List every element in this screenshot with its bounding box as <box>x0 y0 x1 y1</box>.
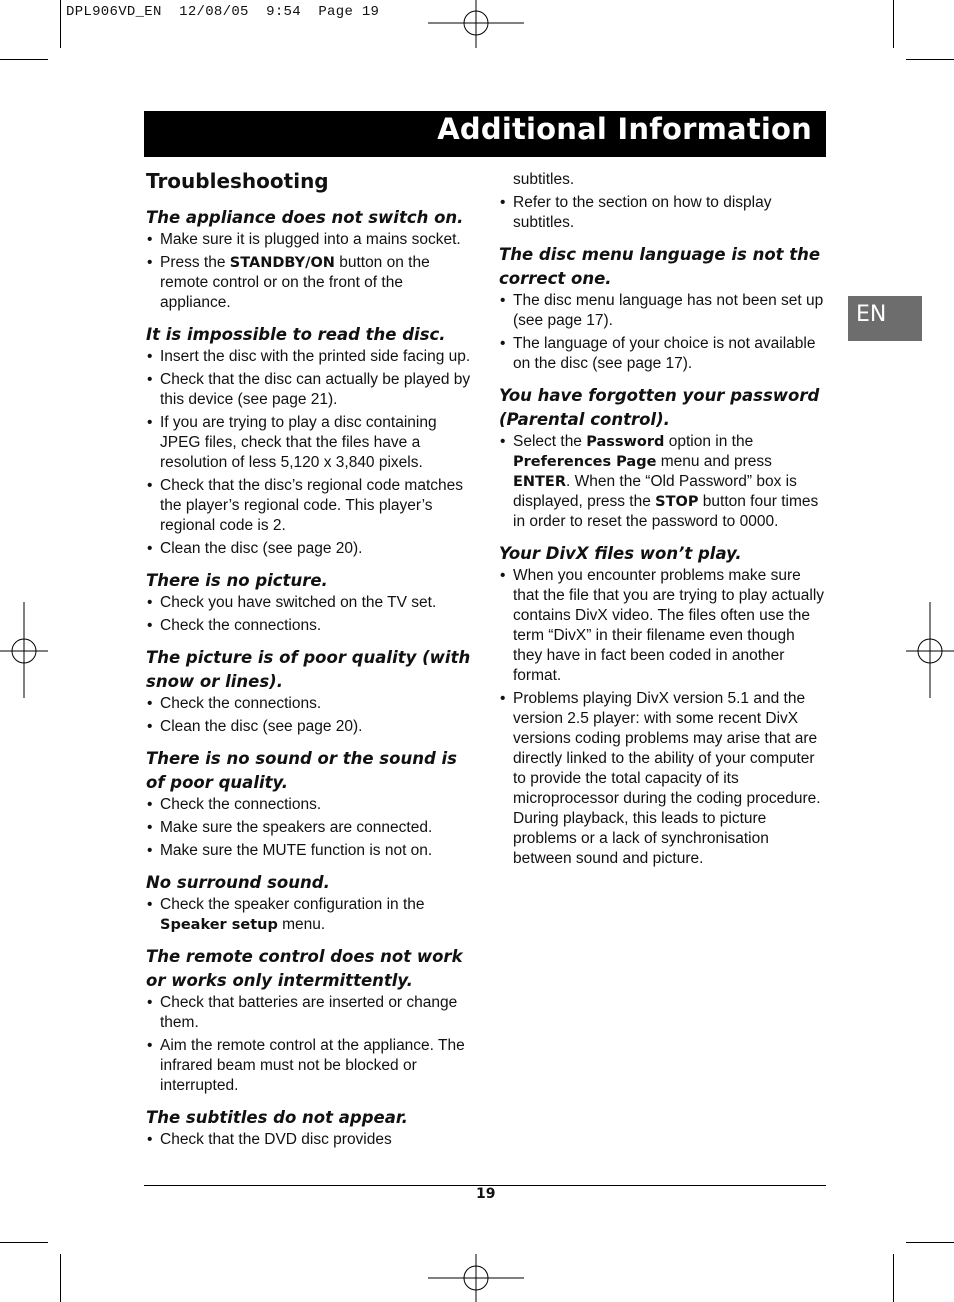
crop-mark <box>0 1242 48 1243</box>
crop-mark <box>906 59 954 60</box>
solution-item: • Press the STANDBY/ON button on the remote control or on the front of the appliance. <box>146 253 476 313</box>
crop-mark <box>60 0 61 48</box>
solution-item: • Clean the disc (see page 20). <box>146 717 476 737</box>
solution-item: • Check that the disc’s regional code matches the player’s regional code. This player’s regional code is 2. <box>146 476 476 536</box>
solution-list <box>499 432 825 532</box>
solution-list <box>499 291 825 374</box>
language-tab <box>848 296 922 341</box>
solution-item: • Check the speaker configuration in the Speaker setup menu. <box>146 895 476 935</box>
solution-list <box>146 230 476 313</box>
troubleshooting-entry <box>499 542 825 869</box>
troubleshooting-entry <box>146 646 476 737</box>
troubleshooting-entry <box>146 747 476 861</box>
problem-heading: The remote control does not work or works only intermittently. <box>146 947 463 990</box>
solution-item: • Check that batteries are inserted or change them. <box>146 993 476 1033</box>
solution-item: • If you are trying to play a disc containing JPEG files, check that the files have a resolution of less 5,120 x 3,840 pixels. <box>146 413 476 473</box>
problem-heading: The picture is of poor quality (with snow or lines). <box>146 648 471 691</box>
troubleshooting-entry <box>499 193 825 233</box>
crop-mark <box>0 59 48 60</box>
crop-mark <box>60 1254 61 1302</box>
troubleshooting-entry <box>146 323 476 559</box>
solution-item: • Aim the remote control at the appliance. The infrared beam must not be blocked or interrupted. <box>146 1036 476 1096</box>
keyword: Password <box>586 434 665 450</box>
solution-item: • Check the connections. <box>146 694 476 714</box>
list-item-continuation: subtitles. <box>513 171 575 188</box>
solution-item: • Make sure it is plugged into a mains socket. <box>146 230 476 250</box>
troubleshooting-entry <box>146 206 476 313</box>
troubleshooting-entry <box>146 871 476 935</box>
continued-list <box>499 170 825 190</box>
language-label: EN <box>856 302 887 327</box>
solution-item: • Check that the DVD disc provides <box>146 1130 476 1150</box>
solution-item: • Check you have switched on the TV set. <box>146 593 476 613</box>
solution-item: • Problems playing DivX version 5.1 and the version 2.5 player: with some recent DivX versions coding problems may arise that are directly linked to the ability of your computer to provide the total capacity of its microprocessor during the coding procedure. During playback, this leads to picture problems or a lack of synchronisation between sound and picture. <box>499 689 825 869</box>
solution-list <box>146 795 476 861</box>
solution-list <box>146 993 476 1096</box>
solution-item: • The language of your choice is not available on the disc (see page 17). <box>499 334 825 374</box>
solution-list <box>499 566 825 869</box>
page-number: 19 <box>476 1186 496 1202</box>
right-questions <box>499 193 825 869</box>
print-slug: DPL906VD_EN 12/08/05 9:54 Page 19 <box>66 4 380 20</box>
registration-mark-right <box>906 602 954 698</box>
crop-mark <box>893 0 894 48</box>
problem-heading: It is impossible to read the disc. <box>146 325 446 344</box>
solution-item: • Refer to the section on how to display subtitles. <box>499 193 825 233</box>
keyword: ENTER <box>513 474 567 490</box>
left-column <box>146 166 476 1160</box>
crop-mark <box>893 1254 894 1302</box>
solution-item: • Insert the disc with the printed side facing up. <box>146 347 476 367</box>
solution-list <box>146 694 476 737</box>
registration-mark-left <box>0 602 48 698</box>
solution-item: • Check the connections. <box>146 795 476 815</box>
crop-mark <box>906 1242 954 1243</box>
right-column <box>499 170 825 879</box>
keyword: Speaker setup <box>160 917 278 933</box>
problem-heading: Your DivX files won’t play. <box>499 544 742 563</box>
header-bar <box>144 111 826 157</box>
solution-list <box>146 895 476 935</box>
problem-heading: The subtitles do not appear. <box>146 1108 408 1127</box>
problem-heading: No surround sound. <box>146 873 330 892</box>
solution-item: • Check that the disc can actually be played by this device (see page 21). <box>146 370 476 410</box>
keyword: STANDBY/ON <box>229 255 335 271</box>
solution-list <box>146 347 476 559</box>
problem-heading: There is no picture. <box>146 571 328 590</box>
troubleshooting-entry <box>146 1106 476 1150</box>
solution-item: • Select the Password option in the Preferences Page menu and press ENTER. When the “Old Password” box is displayed, press the STOP button four times in order to reset the password to 0000. <box>499 432 825 532</box>
left-questions <box>146 206 476 1150</box>
registration-mark-bottom <box>428 1254 524 1302</box>
solution-item: • When you encounter problems make sure that the file that you are trying to play actually contains DivX video. The files often use the term “DivX” in their filename even though they have in fact been coded in another format. <box>499 566 825 686</box>
keyword: STOP <box>655 494 699 510</box>
troubleshooting-entry <box>499 384 825 532</box>
solution-item: • Make sure the MUTE function is not on. <box>146 841 476 861</box>
solution-item: • Make sure the speakers are connected. <box>146 818 476 838</box>
troubleshooting-entry <box>146 945 476 1096</box>
problem-heading: You have forgotten your password (Parental control). <box>499 386 820 429</box>
troubleshooting-entry <box>499 243 825 374</box>
problem-heading: The disc menu language is not the correct one. <box>499 245 821 288</box>
keyword: Preferences Page <box>513 454 657 470</box>
problem-heading: The appliance does not switch on. <box>146 208 464 227</box>
solution-list <box>146 593 476 636</box>
solution-item: • Clean the disc (see page 20). <box>146 539 476 559</box>
registration-mark-top <box>428 0 524 48</box>
troubleshooting-entry <box>146 569 476 636</box>
solution-list <box>146 1130 476 1150</box>
solution-item: • Check the connections. <box>146 616 476 636</box>
solution-list <box>499 193 825 233</box>
solution-item: • The disc menu language has not been set up (see page 17). <box>499 291 825 331</box>
problem-heading: There is no sound or the sound is of poor quality. <box>146 749 457 792</box>
section-title: Troubleshooting <box>146 169 329 193</box>
page-title: Additional Information <box>437 112 812 146</box>
